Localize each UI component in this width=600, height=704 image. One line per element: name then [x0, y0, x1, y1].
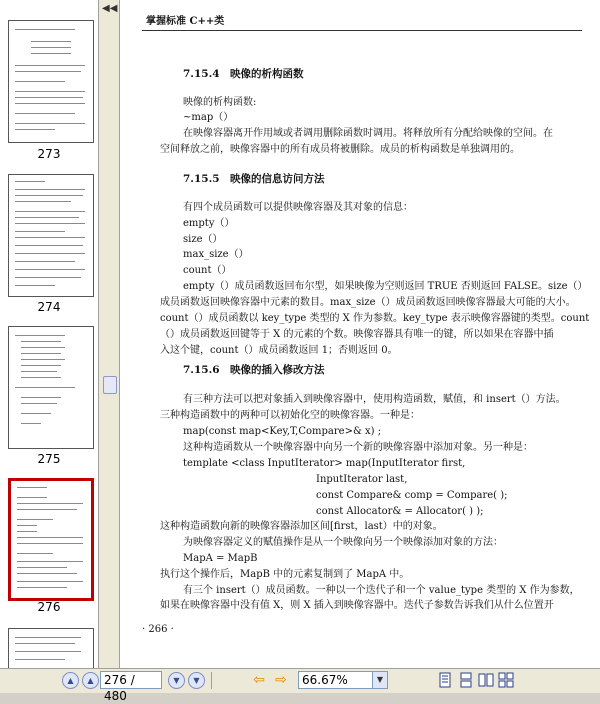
forward-arrow-icon: ⇨	[275, 672, 287, 688]
section-title: 7.15.6 映像的插入修改方法	[183, 364, 325, 376]
text-line: ~map（）	[183, 112, 234, 123]
text-line: 这种构造函数从一个映像容器中向另一个新的映像容器中添加对象。另一种是：	[183, 442, 533, 453]
single-page-icon	[437, 672, 453, 689]
facing-pages-icon	[478, 672, 494, 689]
single-page-view-button[interactable]	[437, 672, 453, 689]
page-number: · 266 ·	[142, 624, 174, 635]
double-up-icon: ▲	[67, 676, 74, 685]
code-line: const Compare& comp = Compare( );	[316, 490, 508, 501]
text-line: empty（）成员函数返回布尔型，如果映像为空则返回 TRUE 否则返回 FALSE。size（）	[183, 281, 588, 292]
text-line: count（）	[183, 265, 232, 276]
pane-splitter[interactable]	[99, 0, 120, 668]
header-rule	[142, 30, 582, 31]
zoom-value: 66.67%	[302, 673, 348, 687]
text-line: 成员函数返回映像容器中元素的数目。max_size（）成员函数返回映像容器最大可能的大小。	[160, 297, 576, 308]
text-line: 映像的析构函数:	[183, 97, 257, 108]
toolbar-separator	[211, 672, 212, 689]
text-line: 执行这个操作后，MapB 中的元素复制到了 MapA 中。	[160, 569, 410, 580]
continuous-facing-icon	[498, 672, 514, 689]
next-page-button[interactable]	[168, 672, 185, 689]
zoom-field[interactable]	[298, 671, 388, 689]
document-page	[120, 0, 600, 668]
text-line: 有三个 insert（）成员函数。一种以一个迭代子和一个 value_type 类型的 X 作为参数，	[183, 585, 580, 596]
text-line: 这种构造函数向新的映像容器添加区间[first，last）中的对象。	[160, 521, 443, 532]
back-button[interactable]	[250, 672, 268, 689]
thumbnail-page-277[interactable]	[8, 628, 94, 668]
thumbnail-page-276[interactable]	[8, 478, 94, 601]
text-line: 有四个成员函数可以提供映像容器及其对象的信息：	[183, 202, 413, 213]
bottom-toolbar	[0, 668, 600, 703]
continuous-facing-view-button[interactable]	[498, 672, 514, 689]
thumbnail-label: 276	[37, 600, 61, 614]
continuous-view-button[interactable]	[458, 672, 474, 689]
thumbnail-label: 273	[37, 147, 61, 161]
thumbnail-label: 275	[37, 452, 61, 466]
text-line: size（）	[183, 234, 223, 245]
section-title: 7.15.5 映像的信息访问方法	[183, 173, 325, 185]
thumbnail-page-273[interactable]	[8, 20, 94, 143]
facing-view-button[interactable]	[478, 672, 494, 689]
thumbnail-page-274[interactable]	[8, 174, 94, 297]
thumbnail-page-275[interactable]	[8, 326, 94, 449]
forward-button[interactable]	[272, 672, 290, 689]
text-line: 入这个键，count（）成员函数返回 1；否则返回 0。	[160, 345, 398, 356]
collapse-pane-icon[interactable]: ◀◀	[102, 3, 118, 14]
thumbnail-pane[interactable]	[0, 0, 99, 668]
zoom-dropdown-icon[interactable]: ▼	[372, 672, 387, 688]
section-title: 7.15.4 映像的析构函数	[183, 68, 304, 80]
code-line: template <class InputIterator> map(InputIterator first,	[183, 458, 466, 469]
text-line: empty（）	[183, 218, 235, 229]
down-icon: ▼	[173, 676, 180, 685]
splitter-grip[interactable]	[103, 376, 117, 394]
last-page-button[interactable]	[188, 672, 205, 689]
text-line: 三种构造函数中的两种可以初始化空的映像容器。一种是：	[160, 410, 420, 421]
text-line: 有三种方法可以把对象插入到映像容器中，使用构造函数，赋值，和 insert（）方法。	[183, 394, 566, 405]
code-line: map(const map<Key,T,Compare>& x) ;	[183, 426, 382, 437]
first-page-button[interactable]	[62, 672, 79, 689]
previous-page-button[interactable]	[82, 672, 99, 689]
text-line: 为映像容器定义的赋值操作是从一个映像向另一个映像添加对象的方法：	[183, 537, 503, 548]
thumbnail-label: 274	[37, 300, 61, 314]
code-line: MapA = MapB	[183, 553, 258, 564]
up-icon: ▲	[87, 676, 94, 685]
running-header: 掌握标准 C++类	[146, 16, 225, 27]
text-line: 空间释放之前，映像容器中的所有成员将被删除。成员的析构函数是单独调用的。	[160, 144, 520, 155]
code-line: InputIterator last,	[316, 474, 408, 485]
continuous-page-icon	[458, 672, 474, 689]
text-line: 如果在映像容器中没有值 X，则 X 插入到映像容器中。迭代子参数告诉我们从什么位置开	[160, 600, 554, 611]
text-line: max_size（）	[183, 249, 249, 260]
code-line: const Allocator& = Allocator( ) );	[316, 506, 484, 517]
back-arrow-icon: ⇦	[253, 672, 265, 688]
text-line: 在映像容器离开作用域或者调用删除函数时调用。将释放所有分配给映像的空间。在	[183, 128, 553, 139]
text-line: （）成员函数返回键等于 X 的元素的个数。映像容器具有唯一的键，所以如果在容器中插	[160, 329, 554, 340]
text-line: count（）成员函数以 key_type 类型的 X 作为参数。key_type 表示映像容器键的类型。count	[160, 313, 590, 324]
page-number-field[interactable]: 276 / 480	[100, 671, 162, 689]
double-down-icon: ▼	[193, 676, 200, 685]
